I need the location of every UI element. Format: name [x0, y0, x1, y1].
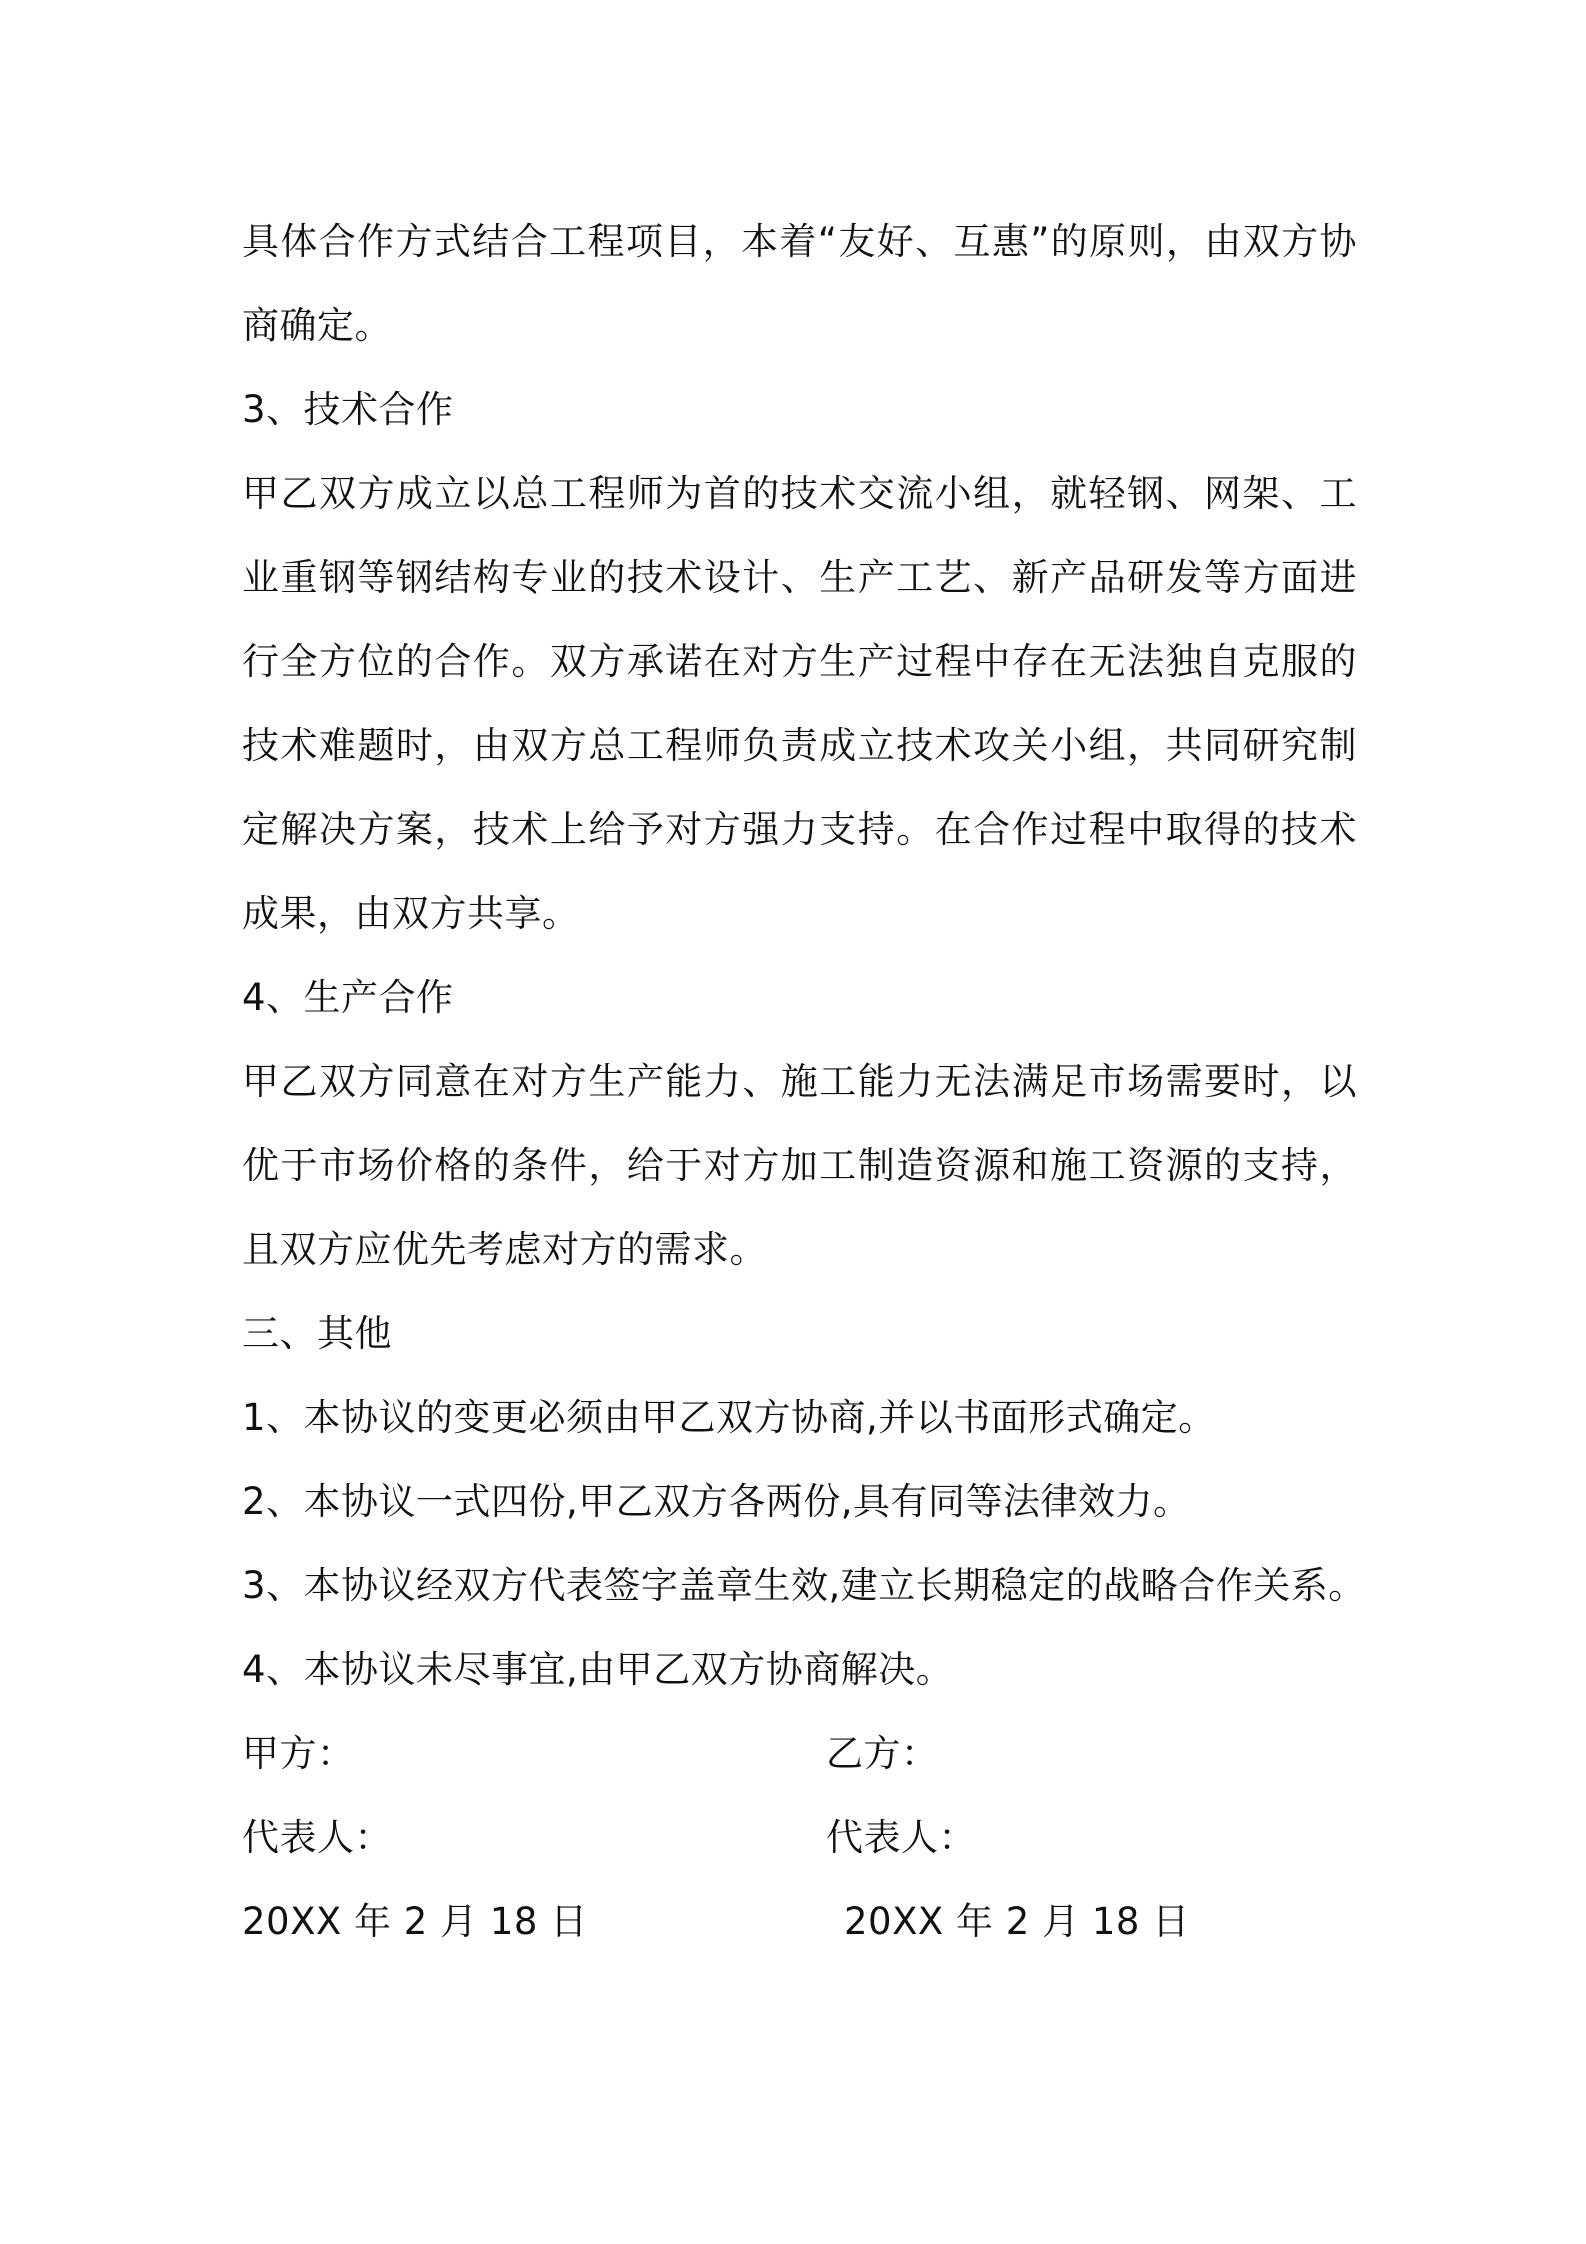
- paragraph-cooperation-method: 具体合作方式结合工程项目，本着“友好、互惠”的原则，由双方协商确定。: [242, 220, 1357, 347]
- heading-technical-cooperation: 3、技术合作: [242, 388, 454, 431]
- signature-party-row: [242, 1712, 1357, 1796]
- party-b-label: 乙方：: [826, 1732, 939, 1775]
- clause-3: 3、本协议经双方代表签字盖章生效,建立长期稳定的战略合作关系。: [242, 1564, 1366, 1607]
- date-a: 20XX 年 2 月 18 日: [242, 1900, 588, 1943]
- signature-date-row: [242, 1880, 1357, 1964]
- party-a-label: 甲方：: [242, 1732, 355, 1775]
- clause-2: 2、本协议一式四份,甲乙双方各两份,具有同等法律效力。: [242, 1480, 1191, 1523]
- representative-b-label: 代表人：: [826, 1816, 976, 1859]
- heading-production-cooperation: 4、生产合作: [242, 976, 454, 1019]
- paragraph-production-cooperation: 甲乙双方同意在对方生产能力、施工能力无法满足市场需要时，以优于市场价格的条件，给于对方加工制造资源和施工资源的支持，且双方应优先考虑对方的需求。: [242, 1060, 1357, 1271]
- signature-representative-row: [242, 1796, 1357, 1880]
- date-b: 20XX 年 2 月 18 日: [844, 1900, 1190, 1943]
- clause-4: 4、本协议未尽事宜,由甲乙双方协商解决。: [242, 1648, 954, 1691]
- heading-other: 三、其他: [242, 1312, 392, 1355]
- representative-a-label: 代表人：: [242, 1816, 392, 1859]
- paragraph-technical-cooperation: 甲乙双方成立以总工程师为首的技术交流小组，就轻钢、网架、工业重钢等钢结构专业的技术设计、生产工艺、新产品研发等方面进行全方位的合作。双方承诺在对方生产过程中存在无法独自克服的技术难题时，由双方总工程师负责成立技术攻关小组，共同研究制定解决方案，技术上给予对方强力支持。在合作过程中取得的技术成果，由双方共享。: [242, 472, 1357, 935]
- clause-1: 1、本协议的变更必须由甲乙双方协商,并以书面形式确定。: [242, 1396, 1216, 1439]
- document-body: [242, 200, 1366, 1964]
